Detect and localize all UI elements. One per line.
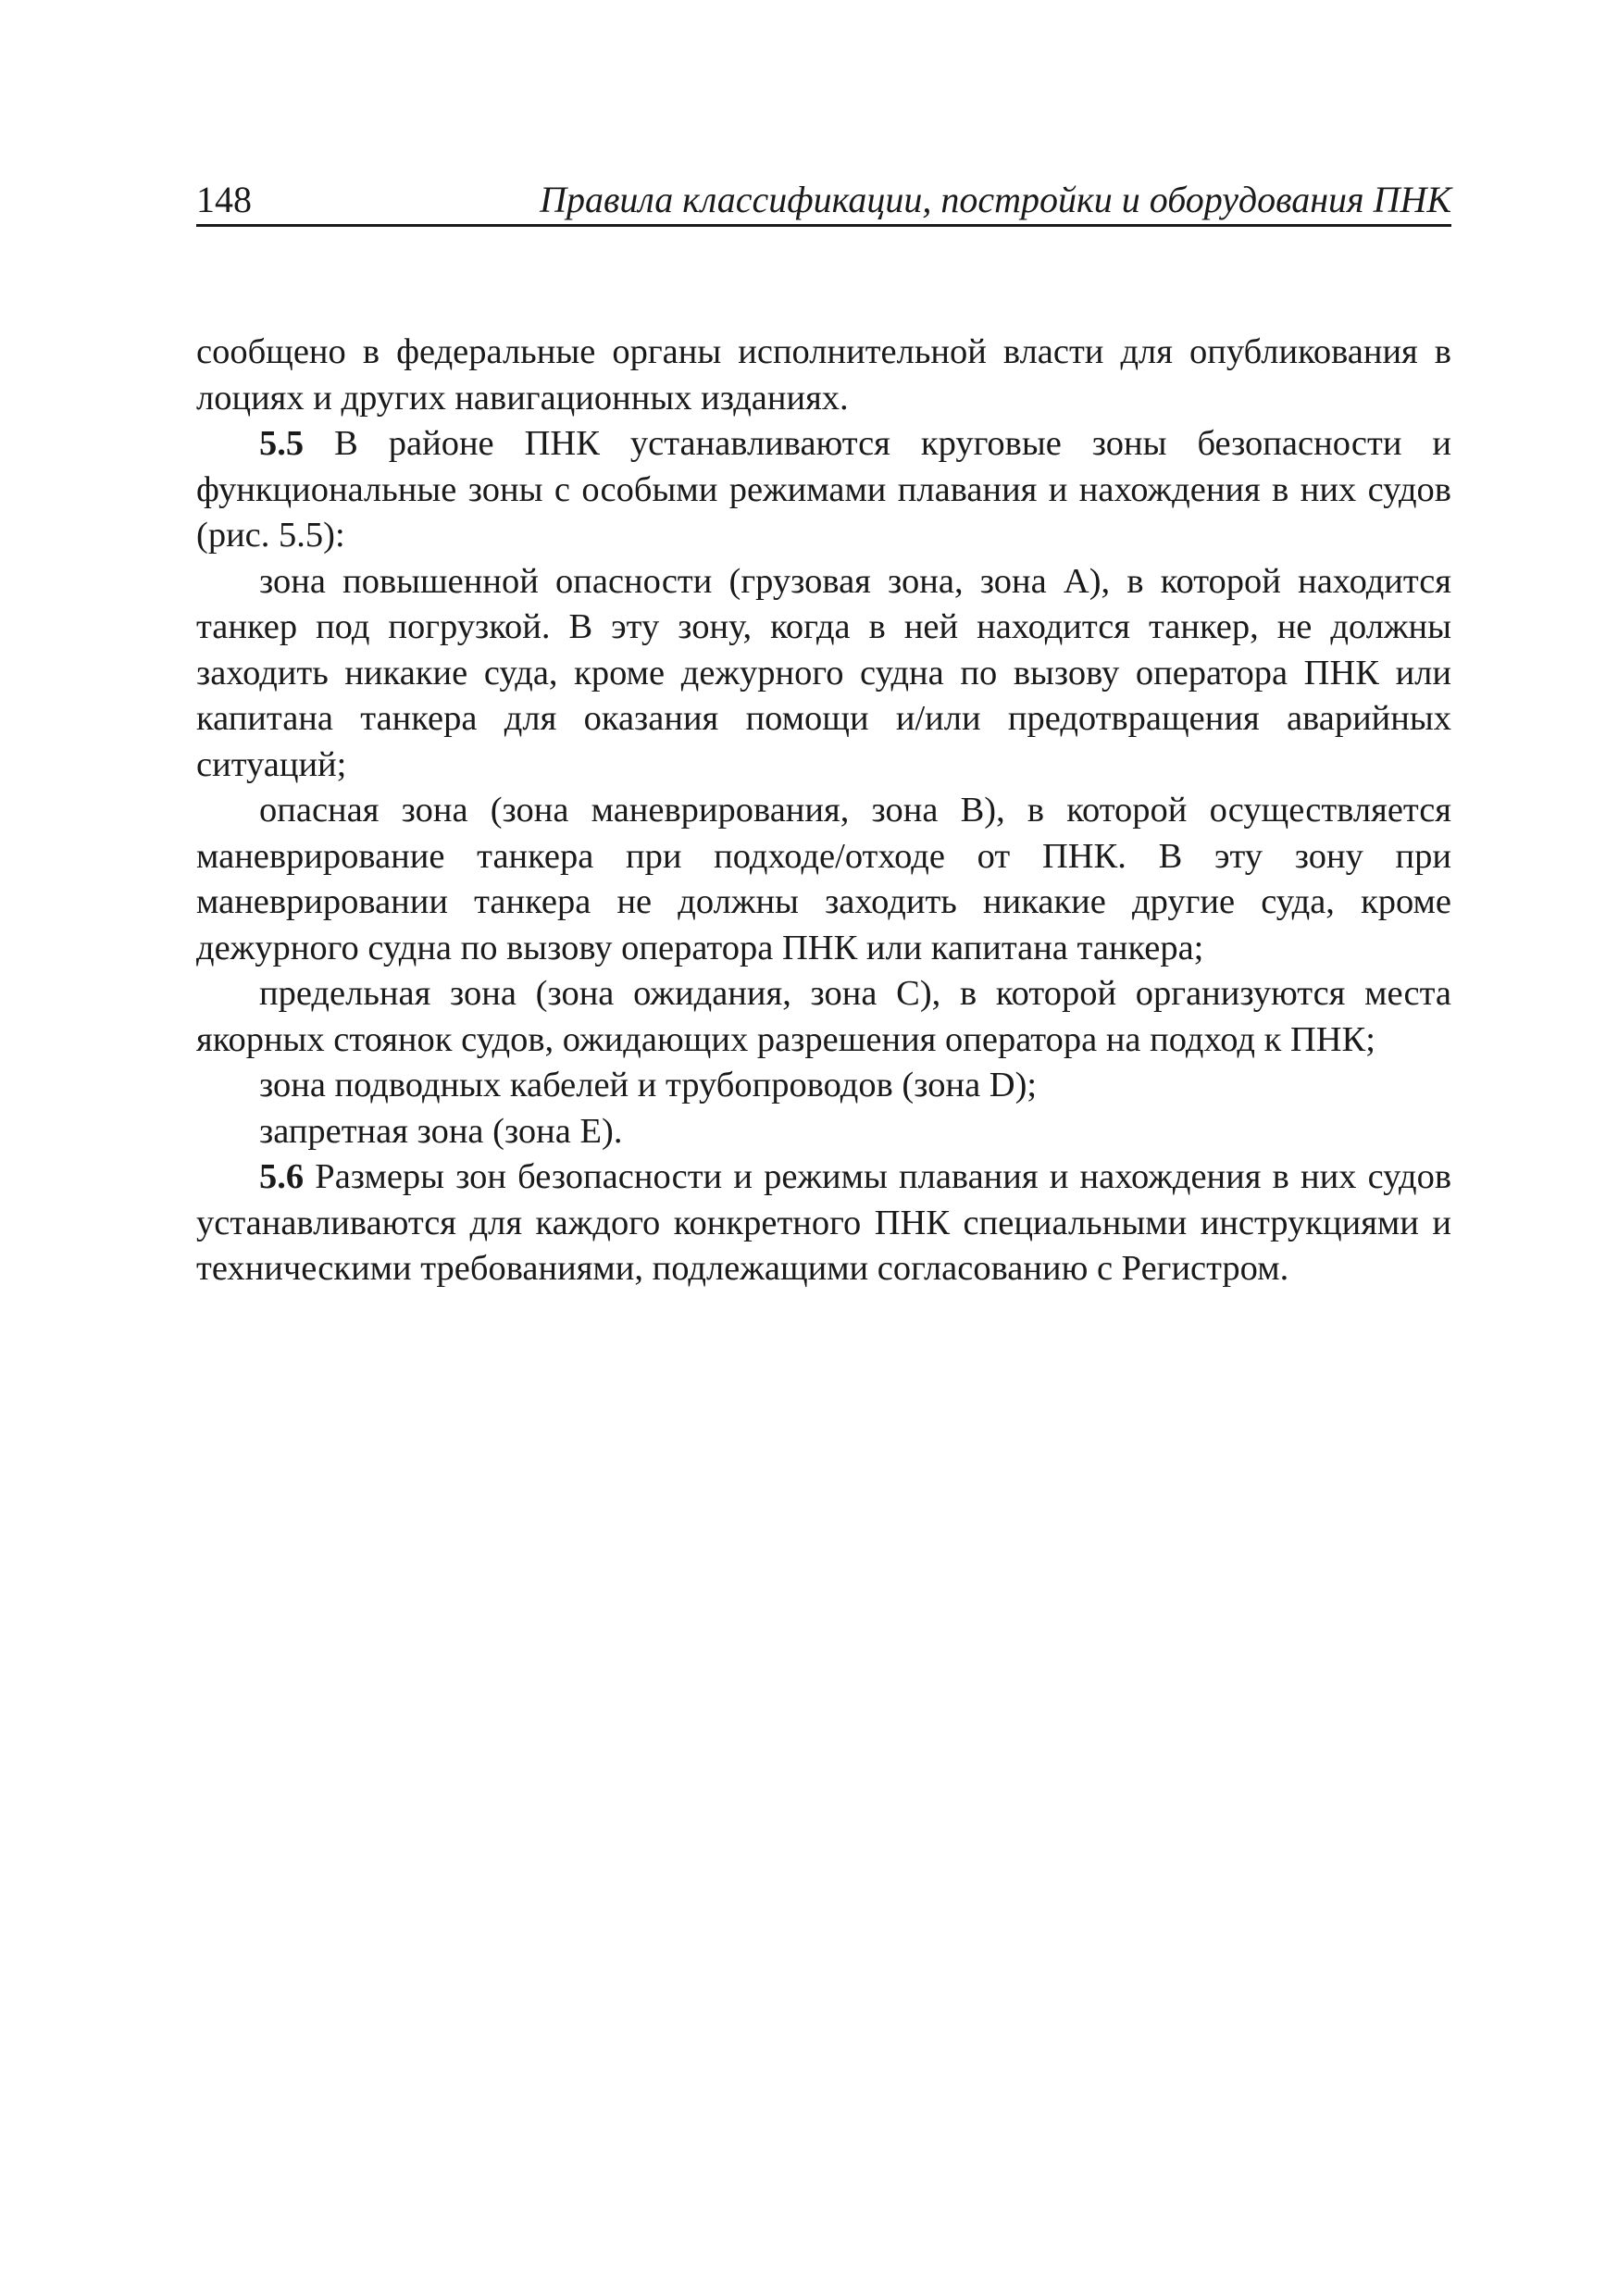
zone-a-item [196,559,1451,789]
paragraph-text: опасная зона (зона маневрирования, зона В), в которой осуществляется маневрирование танкера при подходе/отходе от ПНК. В эту зону при маневрировании танкера не должны заходить никакие другие суда, кроме дежурного судна по вызову оператора ПНК или капитана танкера; [196,791,1451,967]
running-title: Правила классификации, постройки и оборудования ПНК [540,179,1451,220]
body-text [196,330,1451,1292]
paragraph-text: предельная зона (зона ожидания, зона С), в которой организуются места якорных стоянок судов, ожидающих разрешения оператора на подход к ПНК; [196,974,1451,1059]
zone-d-item [196,1063,1451,1109]
clause-number: 5.6 [259,1157,305,1196]
clause-number: 5.5 [259,424,305,463]
zone-b-item [196,788,1451,971]
paragraph-text: сообщено в федеральные органы исполнительной власти для опубликования в лоциях и других навигационных изданиях. [196,332,1451,418]
paragraph-text: В районе ПНК устанавливаются круговые зоны безопасности и функциональные зоны с особыми режимами плавания и нахождения в них судов (рис. 5.5): [196,424,1451,555]
zone-e-item [196,1109,1451,1155]
clause-5-6 [196,1154,1451,1292]
page-header [196,172,1451,227]
paragraph-text: запретная зона (зона Е). [259,1111,623,1151]
paragraph-text: зона подводных кабелей и трубопроводов (зона D); [259,1066,1038,1104]
page-number: 148 [196,179,252,220]
clause-5-5 [196,421,1451,559]
paragraph-text: зона повышенной опасности (грузовая зона, зона А), в которой находится танкер под погрузкой. В эту зону, когда в ней находится танкер, не должны заходить никакие суда, кроме дежурного судна по вызову оператора ПНК или капитана танкера для оказания помощи и/или предотвращения аварийных ситуаций; [196,561,1451,784]
paragraph-text: Размеры зон безопасности и режимы плавания и нахождения в них судов устанавливаются для каждого конкретного ПНК специальными инструкциями и техническими требованиями, подлежащими согласованию с Регистром. [196,1157,1452,1288]
zone-c-item [196,971,1451,1063]
paragraph-continuation [196,330,1451,421]
